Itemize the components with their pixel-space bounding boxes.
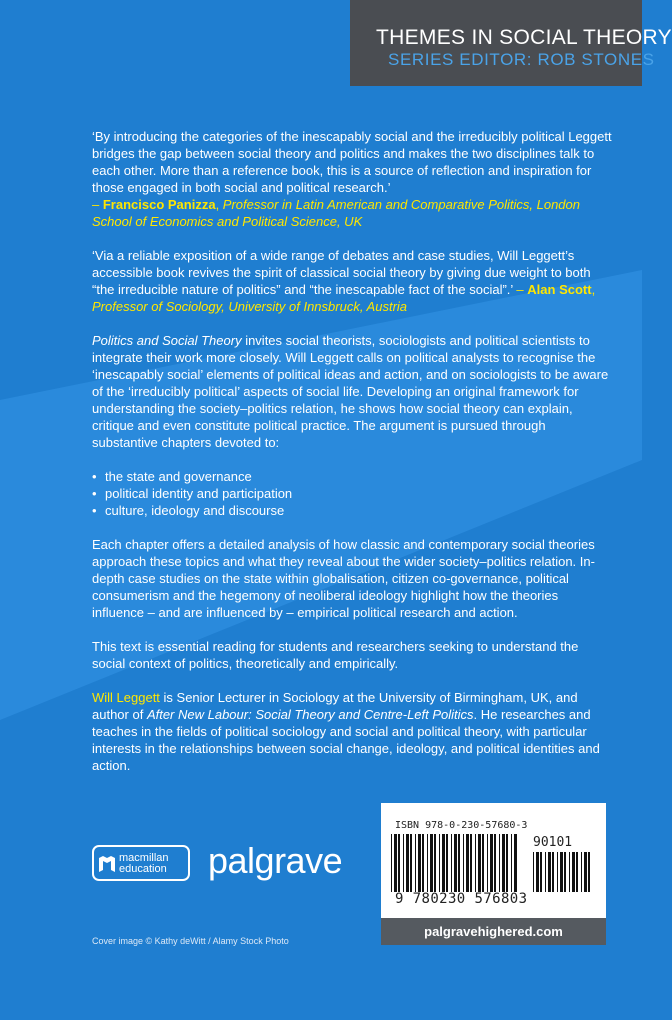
barcode-bar bbox=[454, 834, 457, 892]
endorsement-2: ‘Via a reliable exposition of a wide range of debates and case studies, Will Leggett’s accessible book revives the spirit of classical social theory by giving due weight to both “the irreducible nature of politics” and “the inescapable fact of the social”.’ – Alan Scott, Professor of Sociology, University of Innsbruck, Austria bbox=[92, 248, 596, 314]
barcode-panel bbox=[381, 803, 606, 945]
barcode-bar bbox=[494, 834, 496, 892]
blurb-paragraph-1: Politics and Social Theory invites social theorists, sociologists and political scientists to integrate their work more closely. Will Leggett calls on political analysts to recognise the ‘inescapably social’ elements of political ideas and action, and on sociologists to be aware of the ‘irreducibly political’ aspects of social life. Developing an original framework for understanding the society–politics relation, he shows how social theory can explain, critique and even constitute political practice. The argument is pursued through substantive chapters devoted to: bbox=[92, 333, 609, 450]
blurb-paragraph-3: This text is essential reading for students and researchers seeking to understand the social context of politics, theoretically and empirically. bbox=[92, 639, 579, 671]
barcode-bar bbox=[427, 834, 428, 892]
macmillan-education-logo bbox=[92, 845, 190, 881]
barcode-bar bbox=[391, 834, 392, 892]
barcode-bar bbox=[451, 834, 452, 892]
macmillan-mark-icon bbox=[99, 854, 115, 872]
palgrave-logo: palgrave bbox=[208, 840, 343, 881]
barcode-bar bbox=[506, 834, 508, 892]
barcode-bar bbox=[475, 834, 476, 892]
barcode-bar bbox=[458, 834, 460, 892]
endorsement-1-name: Francisco Panizza bbox=[102, 197, 216, 212]
barcode-bar bbox=[560, 852, 563, 892]
barcode-bar bbox=[557, 852, 558, 892]
barcode-bar bbox=[502, 834, 505, 892]
barcode-bar bbox=[569, 852, 570, 892]
barcode-bar bbox=[552, 852, 554, 892]
barcode-bar bbox=[588, 852, 590, 892]
publisher-url[interactable]: palgravehighered.com bbox=[424, 924, 563, 939]
barcode-bar bbox=[572, 852, 575, 892]
barcode-bar bbox=[410, 834, 412, 892]
barcode-bar bbox=[487, 834, 488, 892]
barcode-bar bbox=[403, 834, 404, 892]
education-word: education bbox=[119, 863, 167, 875]
series-header bbox=[350, 0, 672, 86]
isbn-barcode bbox=[391, 834, 519, 892]
isbn-label: ISBN 978-0-230-57680-3 bbox=[395, 820, 528, 831]
barcode-bar bbox=[439, 834, 440, 892]
barcode-bar bbox=[478, 834, 481, 892]
addon-barcode bbox=[533, 852, 595, 892]
barcode-bar bbox=[499, 834, 500, 892]
barcode-bar bbox=[463, 834, 464, 892]
barcode-bar bbox=[548, 852, 551, 892]
barcode-bar bbox=[422, 834, 424, 892]
endorsement-2-name: Alan Scott bbox=[527, 282, 592, 297]
endorsement-1-quote: ‘By introducing the categories of the inescapably social and the irreducibly political Leggett bridges the gap between social theory and politics and makes the two disciplines talk to each other. More than a reference book, this is a source of reflection and inspiration for those engaged in both social and political research.’ bbox=[92, 129, 612, 195]
cover-image-credit: Cover image © Kathy deWitt / Alamy Stock Photo bbox=[92, 936, 289, 946]
barcode-bar bbox=[576, 852, 578, 892]
barcode-bar bbox=[545, 852, 546, 892]
endorsement-1-affiliation: Professor in Latin American and Comparative Politics, London School of Economics and Political Science, UK bbox=[92, 197, 580, 229]
barcode-bar bbox=[470, 834, 472, 892]
chapter-list bbox=[92, 468, 612, 519]
barcode-bar bbox=[482, 834, 484, 892]
author-name: Will Leggett bbox=[92, 690, 160, 705]
isbn-digits: 9 780230 576803 bbox=[395, 891, 528, 907]
endorsement-1: ‘By introducing the categories of the inescapably social and the irreducibly political Leggett bridges the gap between social theory and politics and makes the two disciplines talk to each other. More than a reference book, this is a source of reflection and inspiration for those engaged in both social and political research.’ – Francisco Panizza, Professor in Latin American and Comparative Politics, London School of Economics and Political Science, UK bbox=[92, 129, 612, 229]
barcode-bar bbox=[434, 834, 436, 892]
macmillan-word: macmillan bbox=[119, 852, 169, 864]
barcode-bar bbox=[418, 834, 421, 892]
barcode-bar bbox=[442, 834, 445, 892]
barcode-bar bbox=[490, 834, 493, 892]
list-item: • culture, ideology and discourse bbox=[92, 502, 612, 519]
barcode-bar bbox=[581, 852, 582, 892]
barcode-bar bbox=[398, 834, 400, 892]
barcode-bar bbox=[406, 834, 409, 892]
endorsement-2-affiliation: Professor of Sociology, University of Innsbruck, Austria bbox=[92, 299, 408, 314]
barcode-bar bbox=[584, 852, 587, 892]
barcode-bar bbox=[394, 834, 397, 892]
endorsement-2-quote: ‘Via a reliable exposition of a wide range of debates and case studies, Will Leggett’s accessible book revives the spirit of classical social theory by giving due weight to both “the irreducible nature of politics” and “the inescapable fact of the social”.’ bbox=[92, 248, 591, 297]
barcode-bar bbox=[536, 852, 539, 892]
list-item: • the state and governance bbox=[92, 468, 612, 485]
blurb-paragraph-2: Each chapter offers a detailed analysis of how classic and contemporary social theories approach these topics and what they reveal about the wider society–politics relation. In-depth case studies on the state within globalisation, citizen co-governance, political consumerism and the hegemony of neoliberal ideology highlight how the theories influence – and are influenced by – empirical political research and action. bbox=[92, 537, 595, 620]
barcode-bar bbox=[415, 834, 416, 892]
series-editor: SERIES EDITOR: ROB STONES bbox=[388, 50, 655, 69]
back-cover-text bbox=[92, 128, 612, 791]
author-other-book: After New Labour: Social Theory and Centre-Left Politics bbox=[146, 707, 474, 722]
barcode-bar bbox=[466, 834, 469, 892]
price-code: 90101 bbox=[533, 835, 573, 850]
barcode-bar bbox=[511, 834, 512, 892]
publisher-url-strip[interactable] bbox=[381, 918, 606, 945]
barcode-bar bbox=[514, 834, 517, 892]
author-bio: Will Leggett is Senior Lecturer in Sociology at the University of Birmingham, UK, and author of After New Labour: Social Theory and Centre-Left Politics. He researches and teaches in the fields of political sociology and social and political theory, with particular interests in the relationships between social change, ideology, and political identities and action. bbox=[92, 690, 600, 773]
barcode-bar bbox=[540, 852, 542, 892]
book-title: Politics and Social Theory bbox=[92, 333, 242, 348]
barcode-bar bbox=[446, 834, 448, 892]
barcode-bar bbox=[533, 852, 534, 892]
barcode-bar bbox=[430, 834, 433, 892]
barcode-bar bbox=[564, 852, 566, 892]
series-title: THEMES IN SOCIAL THEORY bbox=[376, 26, 672, 49]
list-item: • political identity and participation bbox=[92, 485, 612, 502]
